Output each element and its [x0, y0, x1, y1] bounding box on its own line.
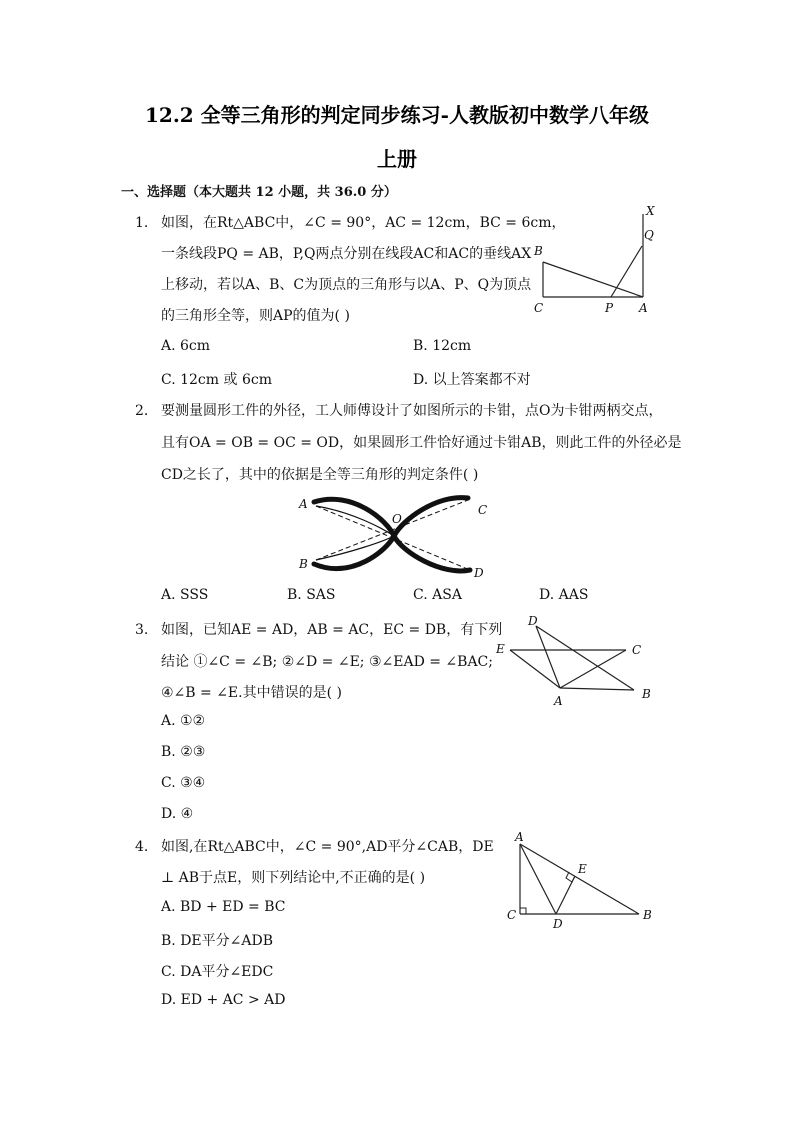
- q1-fig-label-q: Q: [644, 228, 654, 242]
- q3-fig-label-a: A: [554, 694, 563, 708]
- q2-option-c: C. ASA: [413, 587, 462, 603]
- q1-option-c: C. 12cm 或 6cm: [161, 372, 272, 388]
- page-title-line1: 12.2 全等三角形的判定同步练习-人教版初中数学八年级: [145, 103, 649, 127]
- q2-option-b: B. SAS: [287, 587, 336, 603]
- q4-fig-label-e: E: [578, 862, 587, 876]
- q3-line-1: 如图，已知AE = AD，AB = AC，EC = DB，有下列: [161, 622, 503, 638]
- q1-fig-label-a: A: [639, 301, 648, 315]
- q4-fig-label-b: B: [643, 908, 652, 922]
- q3-line-2: 结论 ①∠C = ∠B; ②∠D = ∠E; ③∠EAD = ∠BAC;: [161, 654, 493, 670]
- q3-fig-label-e: E: [496, 642, 505, 656]
- q3-option-d: D. ④: [161, 806, 194, 822]
- section-heading: 一、选择题（本大题共 12 小题，共 36.0 分）: [121, 185, 397, 200]
- q2-number: 2.: [135, 403, 149, 419]
- q1-option-d: D. 以上答案都不对: [413, 372, 531, 388]
- q3-fig-label-c: C: [632, 643, 642, 657]
- q1-fig-label-p: P: [605, 301, 614, 315]
- q4-option-c: C. DA平分∠EDC: [161, 964, 274, 980]
- q3-option-c: C. ③④: [161, 775, 206, 791]
- q2-option-d: D. AAS: [539, 587, 589, 603]
- q3-line-3: ④∠B = ∠E.其中错误的是( ): [161, 685, 342, 701]
- q4-number: 4.: [135, 839, 149, 855]
- q4-option-b: B. DE平分∠ADB: [161, 933, 273, 949]
- q3-fig-label-b: B: [642, 687, 651, 701]
- q3-option-a: A. ①②: [161, 713, 206, 729]
- q2-line-3: CD之长了，其中的依据是全等三角形的判定条件( ): [161, 467, 479, 483]
- q1-fig-label-c: C: [534, 301, 544, 315]
- q4-fig-label-d: D: [553, 917, 563, 931]
- q4-option-a: A. BD + ED = BC: [161, 899, 286, 915]
- q1-option-a: A. 6cm: [161, 338, 211, 354]
- q1-line-4: 的三角形全等，则AP的值为( ): [161, 308, 350, 324]
- q1-line-2: 一条线段PQ = AB，P,Q两点分别在线段AC和AC的垂线AX: [161, 246, 532, 262]
- q2-fig-label-d: D: [474, 566, 484, 580]
- q2-fig-label-a: A: [299, 497, 308, 511]
- q2-caliper-figure: [292, 490, 502, 585]
- q1-figure: [525, 200, 665, 320]
- q1-number: 1.: [135, 215, 149, 231]
- page-title-line2: 上册: [377, 147, 417, 171]
- q4-line-2: ⊥ AB于点E，则下列结论中,不正确的是( ): [161, 870, 426, 886]
- q4-line-1: 如图,在Rt△ABC中，∠C = 90°,AD平分∠CAB，DE: [161, 839, 494, 855]
- q4-fig-label-a: A: [515, 830, 524, 844]
- q3-number: 3.: [135, 622, 149, 638]
- q1-fig-label-b: B: [534, 244, 543, 258]
- q2-line-1: 要测量圆形工件的外径，工人师傅设计了如图所示的卡钳，点O为卡钳两柄交点，: [161, 403, 663, 419]
- q3-figure: [490, 612, 660, 712]
- q2-fig-label-b: B: [299, 557, 308, 571]
- q1-fig-label-x: X: [646, 204, 655, 218]
- q1-line-3: 上移动，若以A、B、C为顶点的三角形与以A、P、Q为顶点: [161, 277, 532, 293]
- q4-option-d: D. ED + AC > AD: [161, 992, 286, 1008]
- q3-fig-label-d: D: [528, 614, 538, 628]
- q2-line-2: 且有OA = OB = OC = OD，如果圆形工件恰好通过卡钳AB，则此工件的外径必是: [161, 435, 682, 451]
- q4-fig-label-c: C: [507, 908, 517, 922]
- q1-line-1: 如图，在Rt△ABC中，∠C = 90°，AC = 12cm，BC = 6cm，: [161, 215, 566, 231]
- q2-fig-label-c: C: [478, 503, 488, 517]
- q2-option-a: A. SSS: [161, 587, 209, 603]
- q3-option-b: B. ②③: [161, 744, 206, 760]
- q2-fig-label-o: O: [392, 512, 402, 526]
- q1-option-b: B. 12cm: [413, 338, 472, 354]
- q4-figure: [503, 830, 663, 934]
